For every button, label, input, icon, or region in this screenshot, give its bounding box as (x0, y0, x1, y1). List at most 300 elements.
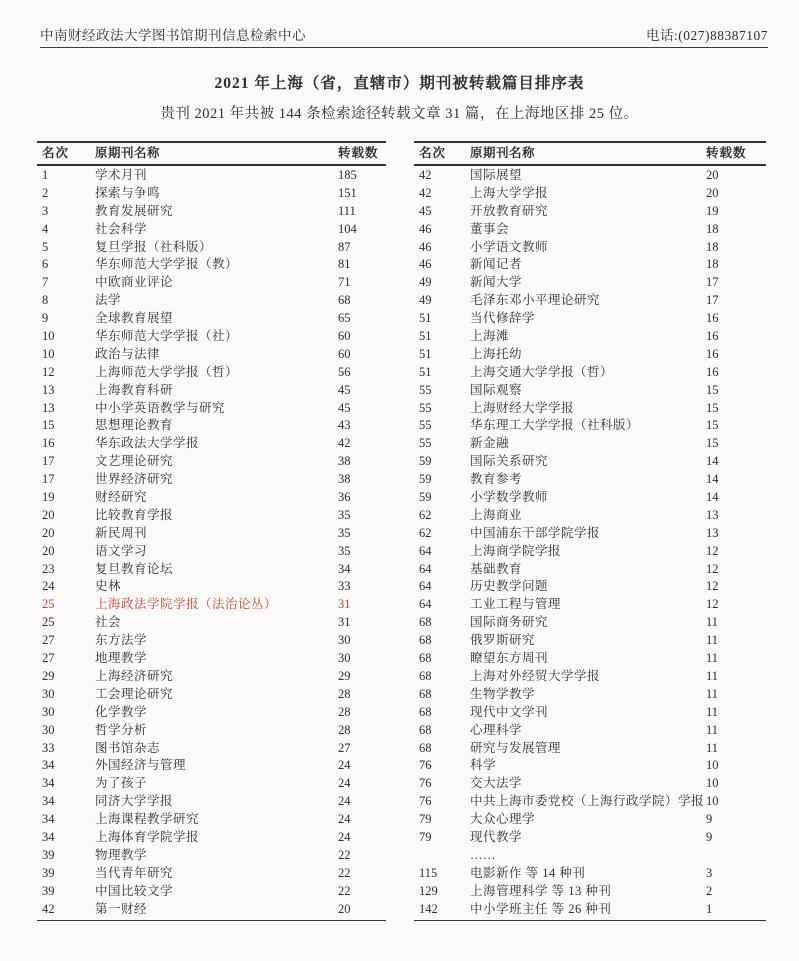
journal-cell: 上海财经大学学报 (470, 400, 575, 415)
count-cell: 18 (706, 257, 719, 272)
rank-cell: 79 (419, 812, 432, 827)
journal-cell: 新金融 (470, 436, 510, 451)
journal-cell: 财经研究 (95, 490, 148, 505)
rank-cell: 64 (419, 597, 432, 612)
count-cell: 42 (338, 436, 351, 451)
table-row (37, 256, 386, 274)
table-row (414, 435, 766, 453)
rank-cell: 19 (42, 490, 55, 505)
count-cell: 19 (706, 203, 719, 218)
count-cell: 17 (706, 275, 719, 290)
letterhead-divider (40, 47, 768, 48)
count-cell: 17 (706, 293, 719, 308)
rank-cell: 12 (42, 364, 55, 379)
count-cell: 45 (338, 382, 351, 397)
journal-cell: 当代修辞学 (470, 311, 536, 326)
rank-cell: 51 (419, 346, 432, 361)
table-row (37, 221, 386, 239)
count-cell: 20 (706, 168, 719, 182)
table-row (37, 740, 386, 758)
table-row (414, 417, 766, 435)
rank-cell: 46 (419, 239, 432, 254)
count-cell: 20 (706, 185, 719, 200)
journal-cell: …… (470, 847, 496, 862)
count-cell: 12 (706, 597, 719, 612)
ranking-table-right (414, 141, 766, 921)
count-cell: 56 (338, 364, 351, 379)
journal-cell: 语文学习 (95, 543, 148, 558)
rank-cell: 76 (419, 758, 432, 773)
count-cell: 15 (706, 418, 719, 433)
count-cell: 12 (706, 561, 719, 576)
table-row (37, 185, 386, 203)
count-cell: 9 (706, 829, 713, 844)
table-row (414, 650, 766, 668)
journal-cell: 瞭望东方周刊 (470, 651, 549, 666)
table-header-row (414, 141, 766, 166)
table-row (37, 453, 386, 471)
count-cell: 81 (338, 257, 351, 272)
rank-cell: 51 (419, 364, 432, 379)
count-cell: 38 (338, 454, 351, 469)
journal-cell: 图书馆杂志 (95, 740, 161, 755)
journal-cell: 新闻大学 (470, 275, 523, 290)
rank-cell: 51 (419, 311, 432, 326)
table-row (414, 543, 766, 561)
journal-cell: 研究与发展管理 (470, 740, 562, 755)
count-cell: 11 (706, 651, 719, 666)
column-header-journal: 原期刊名称 (470, 146, 536, 160)
table-row (37, 668, 386, 686)
table-row (37, 489, 386, 507)
rank-cell (414, 847, 470, 865)
count-cell: 22 (338, 883, 351, 898)
page-subtitle: 贵刊 2021 年共被 144 条检索途径转载文章 31 篇，在上海地区排 25 位。 (160, 106, 639, 122)
journal-cell: 中小学英语教学与研究 (95, 400, 226, 415)
table-row (414, 328, 766, 346)
rank-cell: 68 (419, 722, 432, 737)
rank-cell: 55 (419, 418, 432, 433)
rank-cell: 115 (419, 865, 438, 880)
table-row (414, 185, 766, 203)
table-row (37, 561, 386, 579)
table-row (414, 793, 766, 811)
journal-cell: 上海大学学报 (470, 185, 549, 200)
table-row (37, 292, 386, 310)
count-cell: 35 (338, 543, 351, 558)
rank-cell: 23 (42, 561, 55, 576)
table-row (414, 901, 766, 919)
journal-cell: 上海托幼 (470, 346, 523, 361)
journal-cell: 新民周刊 (95, 525, 148, 540)
count-cell: 27 (338, 740, 351, 755)
rank-cell: 16 (42, 436, 55, 451)
count-cell: 13 (706, 507, 719, 522)
count-cell: 13 (706, 525, 719, 540)
count-cell: 111 (338, 203, 356, 218)
count-cell: 11 (706, 668, 719, 683)
table-row (37, 722, 386, 740)
rank-cell: 20 (42, 507, 55, 522)
rank-cell: 34 (42, 776, 55, 791)
count-cell: 11 (706, 686, 719, 701)
rank-cell: 49 (419, 275, 432, 290)
journal-cell: 基础教育 (470, 561, 523, 576)
rank-cell: 34 (42, 794, 55, 809)
table-row (414, 883, 766, 901)
journal-cell: 华东理工大学学报（社科版） (470, 418, 640, 433)
table-row (414, 507, 766, 525)
rank-cell: 46 (419, 257, 432, 272)
count-cell: 28 (338, 722, 351, 737)
count-cell: 10 (706, 776, 719, 791)
journal-cell: 上海师范大学学报（哲） (95, 364, 239, 379)
rank-cell: 142 (419, 901, 438, 916)
journal-cell: 第一财经 (95, 901, 148, 916)
journal-cell: 上海商业 (470, 507, 523, 522)
journal-cell: 教育参考 (470, 472, 523, 487)
journal-cell: 心理科学 (470, 722, 523, 737)
table-row (414, 578, 766, 596)
rank-cell: 15 (42, 418, 55, 433)
count-cell: 38 (338, 472, 351, 487)
count-cell: 18 (706, 221, 719, 236)
column-header-rank: 名次 (42, 146, 70, 160)
count-cell: 36 (338, 490, 351, 505)
rank-cell: 64 (419, 579, 432, 594)
table-row (414, 722, 766, 740)
journal-cell: 科学 (470, 758, 497, 773)
journal-cell: 大众心理学 (470, 812, 536, 827)
count-cell: 24 (338, 794, 351, 809)
page-title: 2021 年上海（省，直辖市）期刊被转载篇目排序表 (214, 75, 585, 92)
rank-cell: 76 (419, 776, 432, 791)
journal-cell: 东方法学 (95, 633, 148, 648)
journal-cell: 历史教学问题 (470, 579, 549, 594)
table-row (37, 865, 386, 883)
table-row (414, 704, 766, 722)
count-cell: 1 (706, 901, 713, 916)
journal-cell: 国际观察 (470, 382, 523, 397)
count-cell: 35 (338, 525, 351, 540)
count-cell: 33 (338, 579, 351, 594)
journal-cell: 复旦教育论坛 (95, 561, 174, 576)
count-cell: 15 (706, 436, 719, 451)
journal-cell: 地理教学 (95, 651, 148, 666)
rank-cell: 45 (419, 203, 432, 218)
rank-cell: 68 (419, 740, 432, 755)
count-cell: 60 (338, 329, 351, 344)
rank-cell: 68 (419, 668, 432, 683)
rank-cell: 27 (42, 651, 55, 666)
count-cell: 24 (338, 758, 351, 773)
table-row (414, 740, 766, 758)
column-header-count: 转载数 (706, 146, 747, 160)
journal-cell: 电影新作 等 14 种刊 (470, 865, 586, 880)
count-cell: 43 (338, 418, 351, 433)
column-header-journal: 原期刊名称 (95, 146, 161, 160)
rank-cell: 34 (42, 812, 55, 827)
count-cell (706, 847, 766, 865)
table-row (414, 811, 766, 829)
table-row (37, 471, 386, 489)
rank-cell: 34 (42, 829, 55, 844)
count-cell: 185 (338, 168, 357, 182)
table-row (37, 328, 386, 346)
rank-cell: 30 (42, 722, 55, 737)
journal-cell: 上海体育学院学报 (95, 829, 200, 844)
journal-cell: 工会理论研究 (95, 686, 174, 701)
table-row (414, 382, 766, 400)
journal-cell: 中共上海市委党校（上海行政学院）学报 (470, 794, 705, 809)
count-cell: 12 (706, 543, 719, 558)
count-cell: 12 (706, 579, 719, 594)
journal-cell: 史林 (95, 579, 122, 594)
table-row (37, 435, 386, 453)
journal-cell: 交大法学 (470, 776, 523, 791)
rank-cell: 64 (419, 561, 432, 576)
rank-cell: 30 (42, 686, 55, 701)
journal-cell: 上海教育科研 (95, 382, 174, 397)
journal-cell: 哲学分析 (95, 722, 148, 737)
journal-cell: 华东师范大学学报（教） (95, 257, 239, 272)
table-row (37, 596, 386, 614)
count-cell: 11 (706, 740, 719, 755)
table-row (414, 525, 766, 543)
rank-cell: 68 (419, 633, 432, 648)
rank-cell: 10 (42, 329, 55, 344)
rank-cell: 25 (42, 597, 55, 612)
table-row (414, 757, 766, 775)
table-row (414, 668, 766, 686)
table-body-left (37, 166, 386, 921)
rank-cell: 9 (42, 311, 49, 326)
journal-cell: 学术月刊 (95, 168, 148, 182)
table-row (414, 239, 766, 257)
table-row (414, 614, 766, 632)
journal-cell: 全球教育展望 (95, 311, 174, 326)
count-cell: 24 (338, 812, 351, 827)
count-cell: 16 (706, 364, 719, 379)
journal-cell: 开放教育研究 (470, 203, 549, 218)
count-cell: 24 (338, 829, 351, 844)
journal-cell: 外国经济与管理 (95, 758, 187, 773)
journal-cell: 毛泽东邓小平理论研究 (470, 293, 601, 308)
table-row (37, 704, 386, 722)
table-row (414, 310, 766, 328)
count-cell: 14 (706, 490, 719, 505)
table-body-right (414, 166, 766, 921)
table-row (414, 364, 766, 382)
journal-cell: 上海滩 (470, 329, 510, 344)
table-row (37, 793, 386, 811)
table-header-row (37, 141, 386, 166)
rank-cell: 20 (42, 525, 55, 540)
journal-cell: 上海管理科学 等 13 种刊 (470, 883, 612, 898)
table-row (37, 883, 386, 901)
rank-cell: 34 (42, 758, 55, 773)
rank-cell: 7 (42, 275, 49, 290)
rank-cell: 13 (42, 400, 55, 415)
rank-cell: 25 (42, 615, 55, 630)
rank-cell: 59 (419, 490, 432, 505)
rank-cell: 24 (42, 579, 55, 594)
table-row (37, 901, 386, 919)
rank-cell: 2 (42, 185, 49, 200)
rank-cell: 42 (419, 168, 432, 182)
journal-cell: 化学教学 (95, 704, 148, 719)
rank-cell: 51 (419, 329, 432, 344)
count-cell: 2 (706, 883, 713, 898)
rank-cell: 13 (42, 382, 55, 397)
rank-cell: 3 (42, 203, 49, 218)
journal-cell: 董事会 (470, 221, 510, 236)
table-row (37, 686, 386, 704)
journal-cell: 国际关系研究 (470, 454, 549, 469)
table-row (37, 400, 386, 418)
table-row (37, 525, 386, 543)
organization-name: 中南财经政法大学图书馆期刊信息检索中心 (40, 28, 306, 43)
journal-cell: 国际展望 (470, 168, 523, 182)
table-row (414, 346, 766, 364)
count-cell: 10 (706, 794, 719, 809)
rank-cell: 62 (419, 507, 432, 522)
journal-cell: 中小学班主任 等 26 种刊 (470, 901, 612, 916)
table-row (414, 167, 766, 185)
column-header-count: 转载数 (338, 146, 379, 160)
count-cell: 24 (338, 776, 351, 791)
rank-cell: 33 (42, 740, 55, 755)
rank-cell: 39 (42, 865, 55, 880)
journal-cell: 比较教育学报 (95, 507, 174, 522)
rank-cell: 68 (419, 686, 432, 701)
journal-cell: 社会 (95, 615, 122, 630)
rank-cell: 4 (42, 221, 49, 236)
journal-cell: 世界经济研究 (95, 472, 174, 487)
count-cell: 31 (338, 615, 351, 630)
table-row (414, 256, 766, 274)
table-row (37, 847, 386, 865)
table-row (37, 167, 386, 185)
journal-cell: 上海商学院学报 (470, 543, 562, 558)
journal-cell: 小学语文教师 (470, 239, 549, 254)
rank-cell: 5 (42, 239, 49, 254)
journal-cell: 现代教学 (470, 829, 523, 844)
journal-cell: 生物学教学 (470, 686, 536, 701)
journal-cell: 华东师范大学学报（社） (95, 329, 239, 344)
table-row (37, 274, 386, 292)
count-cell: 16 (706, 346, 719, 361)
rank-cell: 59 (419, 454, 432, 469)
journal-cell: 上海经济研究 (95, 668, 174, 683)
journal-cell: 思想理论教育 (95, 418, 174, 433)
rank-cell: 17 (42, 454, 55, 469)
rank-cell: 6 (42, 257, 49, 272)
journal-cell: 教育发展研究 (95, 203, 174, 218)
count-cell: 14 (706, 472, 719, 487)
count-cell: 30 (338, 633, 351, 648)
table-row (37, 811, 386, 829)
table-row (414, 632, 766, 650)
journal-cell: 物理教学 (95, 847, 148, 862)
table-row (37, 829, 386, 847)
count-cell: 15 (706, 382, 719, 397)
count-cell: 15 (706, 400, 719, 415)
count-cell: 10 (706, 758, 719, 773)
table-row (414, 292, 766, 310)
table-row (37, 543, 386, 561)
rank-cell: 49 (419, 293, 432, 308)
journal-cell: 社会科学 (95, 221, 148, 236)
count-cell: 22 (338, 847, 351, 862)
table-row (414, 274, 766, 292)
count-cell: 65 (338, 311, 351, 326)
rank-cell: 68 (419, 704, 432, 719)
table-row (414, 400, 766, 418)
count-cell: 68 (338, 293, 351, 308)
count-cell: 34 (338, 561, 351, 576)
journal-cell: 上海对外经贸大学学报 (470, 668, 601, 683)
journal-cell: 工业工程与管理 (470, 597, 562, 612)
table-row (414, 453, 766, 471)
count-cell: 14 (706, 454, 719, 469)
count-cell: 28 (338, 686, 351, 701)
count-cell: 30 (338, 651, 351, 666)
count-cell: 11 (706, 615, 719, 630)
rank-cell: 29 (42, 668, 55, 683)
column-header-rank: 名次 (419, 146, 447, 160)
journal-cell: 国际商务研究 (470, 615, 549, 630)
journal-cell: 俄罗斯研究 (470, 633, 536, 648)
table-row (414, 489, 766, 507)
journal-cell: 上海交通大学学报（哲） (470, 364, 614, 379)
journal-cell: 当代青年研究 (95, 865, 174, 880)
journal-cell: 上海课程教学研究 (95, 812, 200, 827)
table-row (414, 686, 766, 704)
journal-cell: 现代中文学刊 (470, 704, 549, 719)
count-cell: 71 (338, 275, 351, 290)
rank-cell: 46 (419, 221, 432, 236)
letterhead (40, 24, 768, 44)
table-row (414, 203, 766, 221)
journal-cell: 复旦学报（社科版） (95, 239, 213, 254)
count-cell: 9 (706, 812, 713, 827)
count-cell: 20 (338, 901, 351, 916)
journal-cell: 中欧商业评论 (95, 275, 174, 290)
rank-cell: 39 (42, 883, 55, 898)
count-cell: 104 (338, 221, 357, 236)
table-row (414, 561, 766, 579)
rank-cell: 68 (419, 651, 432, 666)
rank-cell: 55 (419, 436, 432, 451)
rank-cell: 8 (42, 293, 49, 308)
table-row (414, 596, 766, 614)
journal-cell: 中国比较文学 (95, 883, 174, 898)
count-cell: 45 (338, 400, 351, 415)
journal-cell: 探索与争鸣 (95, 185, 161, 200)
journal-cell: 新闻记者 (470, 257, 523, 272)
rank-cell: 42 (42, 901, 55, 916)
rank-cell: 62 (419, 525, 432, 540)
rank-cell: 68 (419, 615, 432, 630)
table-row (37, 203, 386, 221)
rank-cell: 79 (419, 829, 432, 844)
rank-cell: 55 (419, 382, 432, 397)
journal-cell: 华东政法大学学报 (95, 436, 200, 451)
table-row (414, 775, 766, 793)
rank-cell: 64 (419, 543, 432, 558)
rank-cell: 129 (419, 883, 438, 898)
